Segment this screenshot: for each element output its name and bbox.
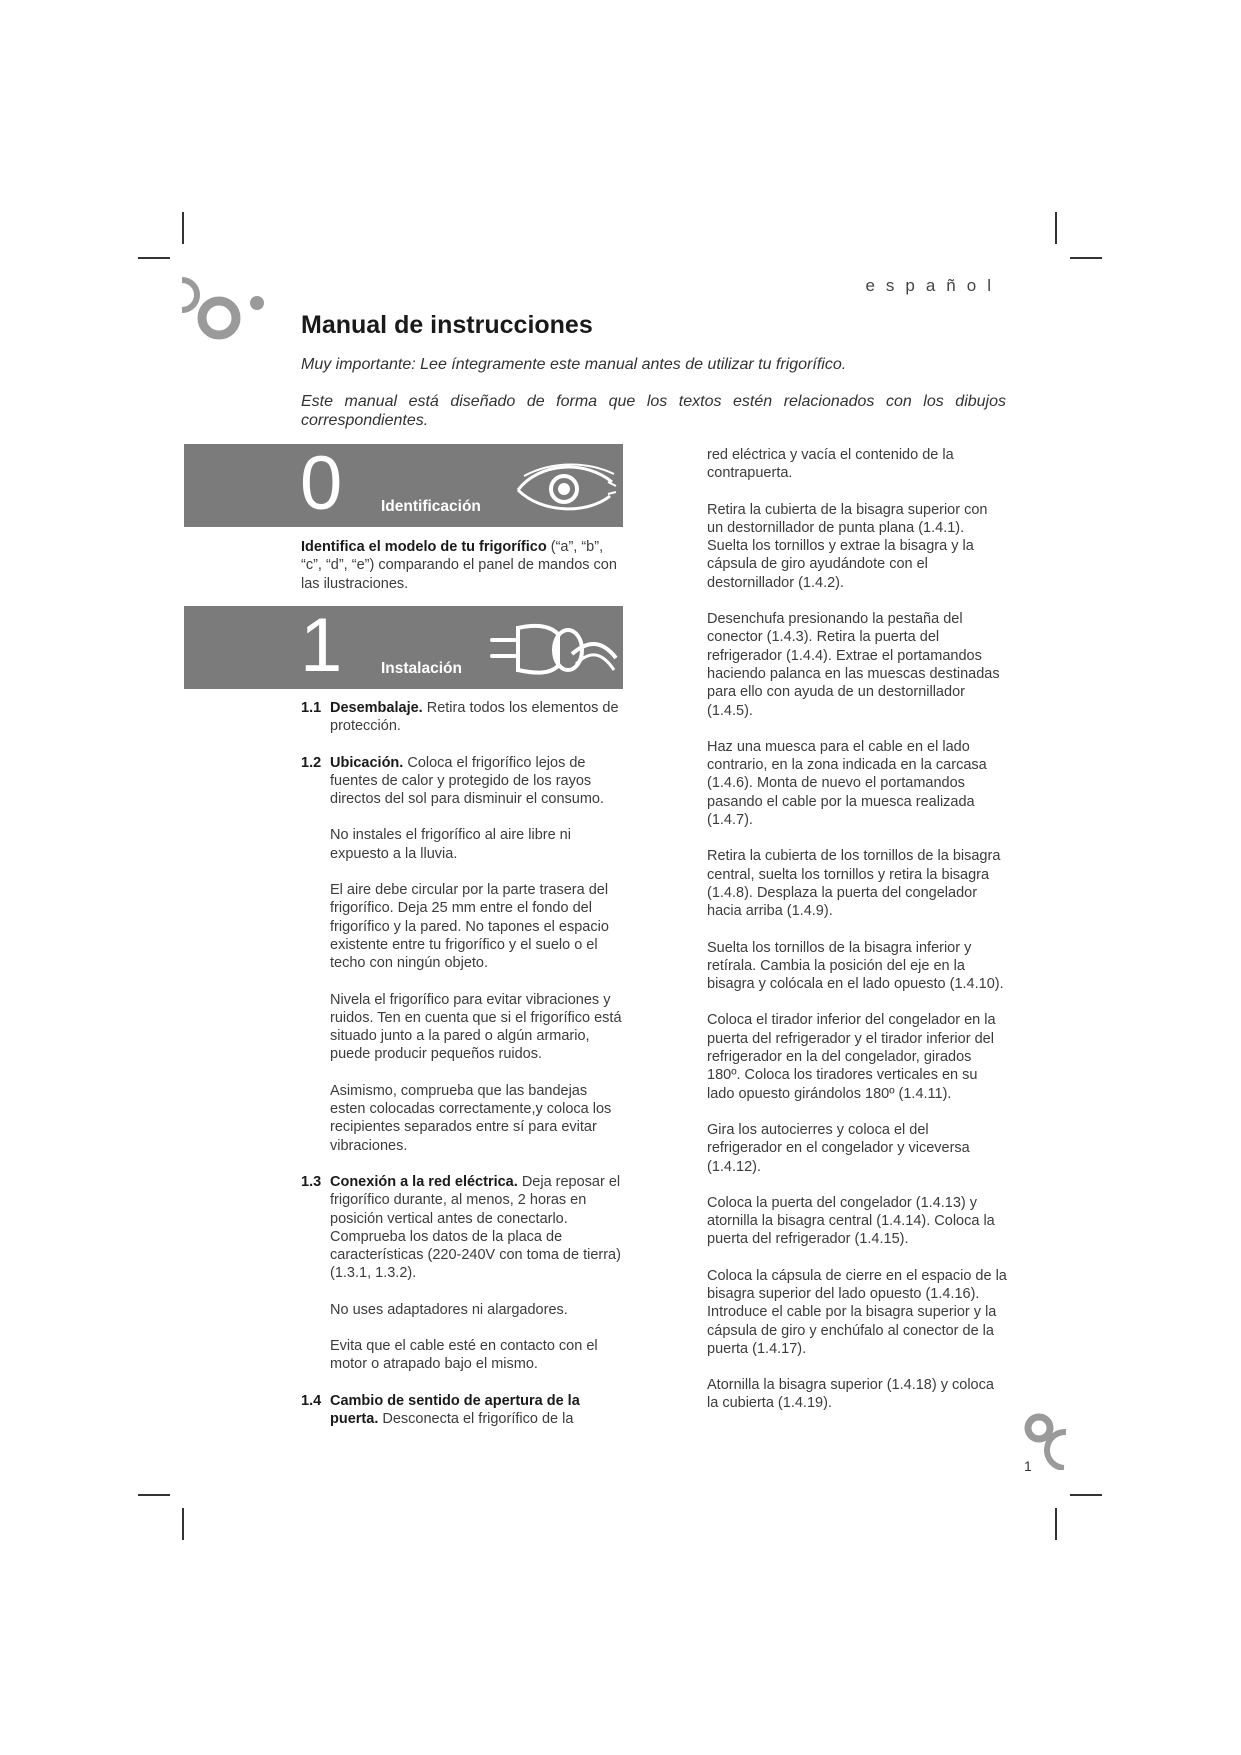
item-number: 1.3 <box>301 1173 322 1190</box>
section-number: 1 <box>300 603 343 688</box>
crop-mark <box>138 257 170 259</box>
item-paragraph: No instales el frigorífico al aire libre ni expuesto a la lluvia. <box>330 827 571 862</box>
brand-logo-footer-icon <box>1024 1410 1074 1470</box>
item-title: Desembalaje. <box>330 700 423 716</box>
item-paragraph: Evita que el cable esté en contacto con el motor o atrapado bajo el mismo. <box>330 1338 598 1373</box>
item-paragraph: Asimismo, comprueba que las bandejas esten colocadas correctamente,y coloca los recipientes separados entre sí para evitar vibraciones. <box>330 1082 612 1154</box>
list-item <box>301 1173 623 1374</box>
intro-important-note: Muy importante: Lee íntegramente este manual antes de utilizar tu frigorífico. <box>301 356 847 373</box>
paragraph: Atornilla la bisagra superior (1.4.18) y coloca la cubierta (1.4.19). <box>707 1377 994 1412</box>
item-number: 1.2 <box>301 754 322 771</box>
item-paragraph: No uses adaptadores ni alargadores. <box>330 1301 568 1318</box>
list-item <box>301 754 623 1155</box>
identify-lead: Identifica el modelo de tu frigorífico <box>301 539 547 555</box>
crop-mark <box>1070 257 1102 259</box>
item-text: Desconecta el frigorífico de la <box>382 1410 574 1427</box>
language-label: español <box>865 276 1002 295</box>
crop-mark <box>138 1494 170 1496</box>
plug-icon <box>488 614 618 684</box>
page-title: Manual de instrucciones <box>301 311 593 339</box>
crop-mark <box>1070 1494 1102 1496</box>
brand-logo-icon <box>176 276 276 352</box>
section-0-header <box>184 441 623 527</box>
paragraph: Haz una muesca para el cable en el lado contrario, en la zona indicada en la carcasa (1.4.6). Monta de nuevo el portamandos pasando el cable por la muesca realizada (1.4.7). <box>707 738 987 829</box>
list-item <box>301 699 623 736</box>
item-title: Ubicación. <box>330 754 404 771</box>
paragraph: Retira la cubierta de la bisagra superior con un destornillador de punta plana (1.4.1). Suelta los tornillos y extrae la bisagra y la cápsula de giro ayudándote con el destornillador (1.4.2). <box>707 501 988 591</box>
item-text: Retira todos los elementos de protección. <box>330 700 619 735</box>
paragraph: Coloca el tirador inferior del congelador en la puerta del refrigerador y el tirador inferior del refrigerador en la del congelador, girados 180º. Coloca los tiradores verticales en su lado opuesto girándolos 180º (1.4.11). <box>707 1012 996 1102</box>
item-text: Coloca el frigorífico lejos de fuentes de calor y protegido de los rayos directos del sol para disminuir el consumo. <box>330 754 605 808</box>
identify-rest: comparando el panel de mandos con las ilustraciones. <box>301 557 617 592</box>
item-title: Cambio de sentido de apertura de la puerta. <box>330 1392 580 1427</box>
eye-icon <box>514 456 618 516</box>
crop-mark <box>182 1508 184 1540</box>
item-number: 1.1 <box>301 700 322 716</box>
section-number: 0 <box>300 441 343 526</box>
paragraph: Desenchufa presionando la pestaña del conector (1.4.3). Retira la puerta del refrigerador (1.4.4). Extrae el portamandos haciendo palanca en las muescas destinadas para ello con ayuda de un destornillador (1.4.5). <box>707 611 1000 719</box>
item-text: Deja reposar el frigorífico durante, al menos, 2 horas en posición vertical antes de conectarlo. Comprueba los datos de la placa de características (220-240V con toma de tierra) (1.3.1, 1.3.2). <box>330 1173 621 1282</box>
section-0-text <box>301 538 623 593</box>
right-column <box>707 446 1007 1413</box>
section-label: Identificación <box>381 498 481 515</box>
intro-description: Este manual está diseñado de forma que los textos estén relacionados con los dibujos correspondientes. <box>301 393 1006 429</box>
list-item <box>301 1392 623 1429</box>
paragraph: Coloca la cápsula de cierre en el espacio de la bisagra superior del lado opuesto (1.4.16). Introduce el cable por la bisagra superior y la cápsula de giro y enchúfalo al conector de la puerta (1.4.17). <box>707 1267 1007 1357</box>
paragraph: red eléctrica y vacía el contenido de la contrapuerta. <box>707 447 954 482</box>
paragraph: Gira los autocierres y coloca el del refrigerador en el congelador y viceversa (1.4.12). <box>707 1121 970 1175</box>
section-label: Instalación <box>381 660 462 677</box>
item-paragraph: El aire debe circular por la parte trasera del frigorífico. Deja 25 mm entre el fondo del frigorífico y la pared. No tapones el espacio existente entre tu frigorífico y el suelo o el techo con ningún objeto. <box>330 882 609 972</box>
model-letters: (“a”, “b”, “c”, “d”, “e”) <box>301 539 604 574</box>
crop-mark <box>1055 212 1057 244</box>
item-title: Conexión a la red eléctrica. <box>330 1173 518 1190</box>
paragraph: Suelta los tornillos de la bisagra inferior y retírala. Cambia la posición del eje en la bisagra y colócala en el lado opuesto (1.4.10). <box>707 939 1004 993</box>
paragraph: Retira la cubierta de los tornillos de la bisagra central, suelta los tornillos y retira la bisagra (1.4.8). Desplaza la puerta del congelador hacia arriba (1.4.9). <box>707 848 1001 920</box>
page-number: 1 <box>1024 1458 1032 1474</box>
section-1-header <box>184 603 623 689</box>
section-1-items <box>301 699 623 1428</box>
paragraph: Coloca la puerta del congelador (1.4.13) y atornilla la bisagra central (1.4.14). Coloca la puerta del refrigerador (1.4.15). <box>707 1194 995 1248</box>
crop-mark <box>1055 1508 1057 1540</box>
item-paragraph: Nivela el frigorífico para evitar vibraciones y ruidos. Ten en cuenta que si el frigorífico está situado junto a la pared o algún armario, puede producir pequeños ruidos. <box>330 991 622 1063</box>
crop-mark <box>182 212 184 244</box>
item-number: 1.4 <box>301 1392 322 1409</box>
